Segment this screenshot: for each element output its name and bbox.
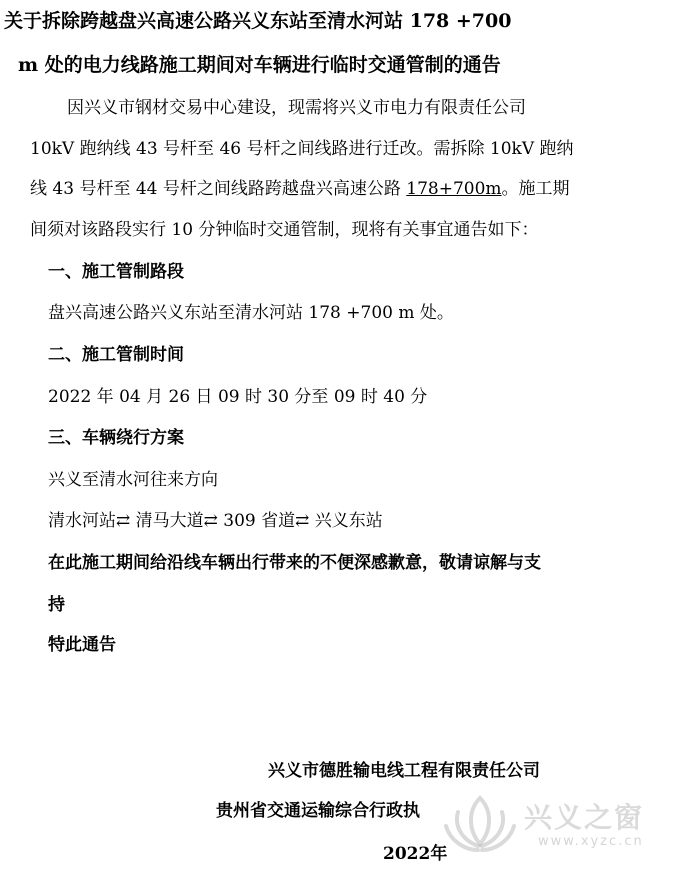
closing-line-1: 在此施工期间给沿线车辆出行带来的不便深感歉意，敬请谅解与支 [48, 553, 541, 573]
intro-line-1: 因兴义市钢材交易中心建设，现需将兴义市电力有限责任公司 [67, 98, 526, 118]
watermark-url: www.xyzc.cn [538, 834, 644, 849]
intro-line-3-text-c: 。施工期 [501, 179, 570, 199]
intro-line-2: 10kV 跑纳线 43 号杆至 46 号杆之间线路进行迁改。需拆除 10kV 跑纳 [30, 139, 574, 159]
watermark-logo-text: 兴义之窗 [524, 801, 645, 834]
section-2-body: 2022 年 04 月 26 日 09 时 30 分至 09 时 40 分 [48, 387, 428, 407]
intro-line-4: 间须对该路段实行 10 分钟临时交通管制，现将有关事宜通告如下： [30, 220, 539, 240]
closing-line-3: 特此通告 [48, 635, 116, 655]
section-1-heading: 一、施工管制路段 [48, 262, 184, 282]
site-watermark [440, 790, 670, 860]
closing-line-2: 持 [48, 595, 65, 615]
notice-title-line-2: m 处的电力线路施工期间对车辆进行临时交通管制的通告 [18, 54, 501, 76]
signature-org-1: 兴义市德胜输电线工程有限责任公司 [268, 761, 540, 781]
notice-title-line-1: 关于拆除跨越盘兴高速公路兴义东站至清水河站 178 +700 [4, 10, 512, 32]
intro-line-3-text-a: 线 43 号杆至 44 号杆之间线路跨越盘兴高速公路 [30, 179, 407, 199]
signature-org-2: 贵州省交通运输综合行政执 [216, 801, 420, 821]
lotus-logo-icon [440, 790, 520, 858]
section-3-heading: 三、车辆绕行方案 [48, 428, 184, 448]
intro-line-3-milepost: 178+700m [406, 179, 502, 199]
section-3-body-1: 兴义至清水河往来方向 [48, 470, 218, 490]
signature-date: 2022年 [383, 844, 448, 864]
section-1-body: 盘兴高速公路兴义东站至清水河站 178 +700 m 处。 [48, 303, 454, 323]
section-3-body-2: 清水河站⇄ 清马大道⇄ 309 省道⇄ 兴义东站 [48, 511, 383, 531]
section-2-heading: 二、施工管制时间 [48, 345, 184, 365]
intro-line-3 [30, 178, 570, 200]
